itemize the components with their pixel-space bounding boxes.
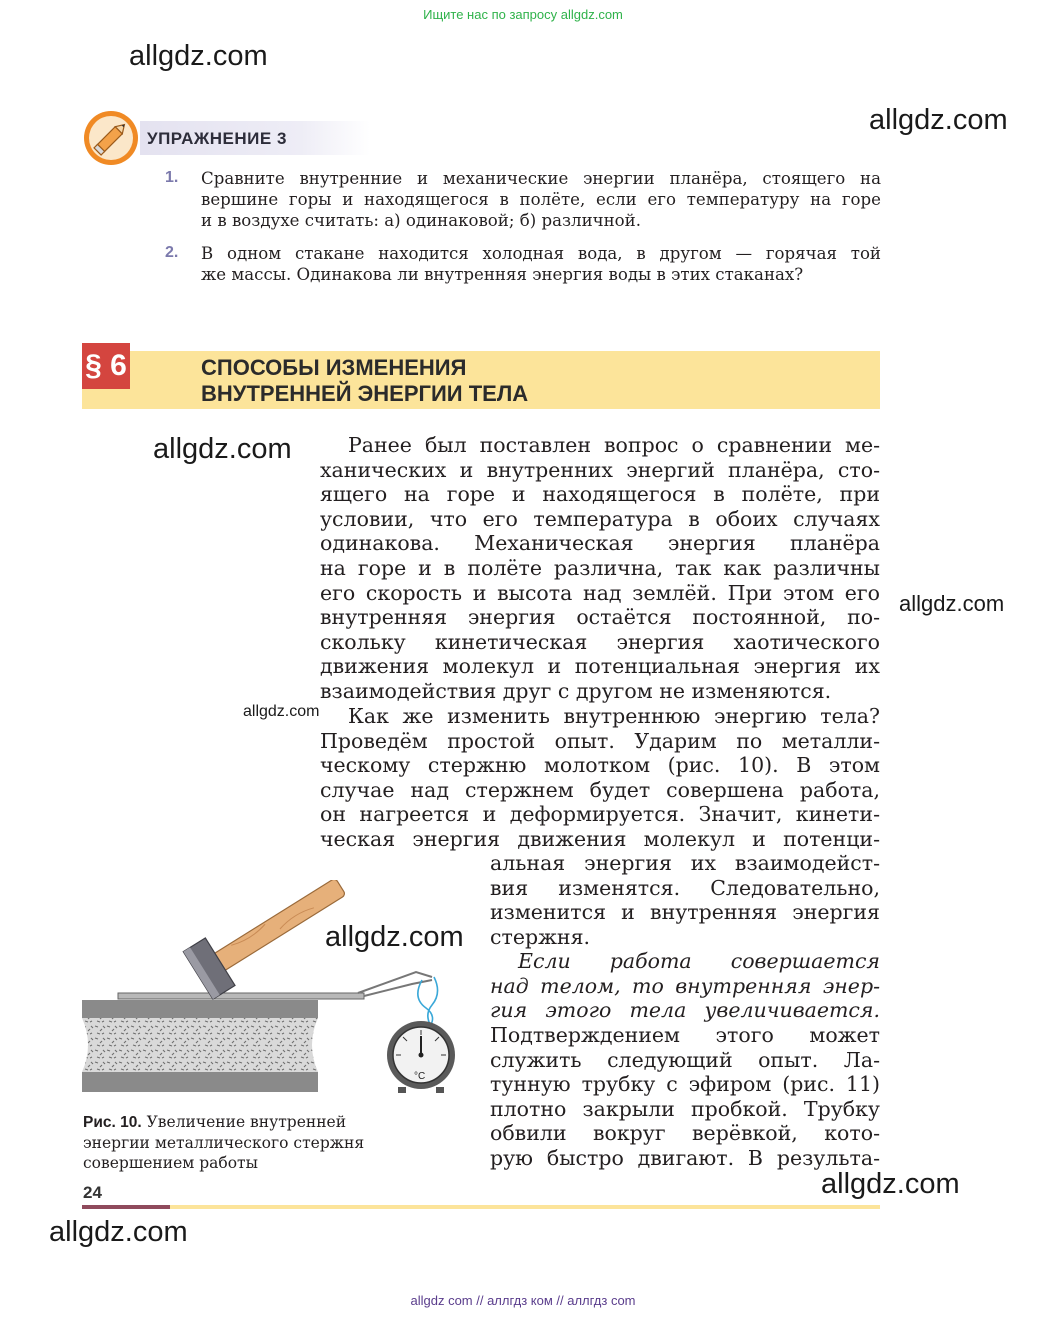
text-line: изменится и внутренняя энергия — [490, 900, 880, 925]
text-line: плотно закрыли пробкой. Трубку — [490, 1096, 880, 1121]
text-line: условии, что его температура в обоих случаях — [320, 506, 880, 531]
text-line: вия изменятся. Следовательно, — [490, 875, 880, 900]
text-line: скольку кинетическая энергия хаотического — [320, 629, 880, 654]
question-number: 1. — [165, 169, 179, 186]
text-line: гия этого тела увеличивается. — [490, 998, 880, 1023]
watermark: allgdz.com — [129, 40, 268, 72]
watermark: allgdz.com — [325, 921, 464, 953]
text-line: одинакова. Механическая энергия планёра — [320, 531, 880, 556]
footer-links[interactable]: allgdz com // аллгдз ком // аллгдз com — [410, 1293, 636, 1308]
text-line: Подтверждением этого может — [490, 1023, 880, 1047]
text-line: случае над стержнем будет совершена работа, — [320, 777, 880, 802]
text-line: внутренняя энергия остаётся постоянной, по- — [320, 605, 880, 630]
watermark: allgdz.com — [899, 591, 1005, 616]
text-line: альная энергия их взаимодейст- — [490, 851, 880, 875]
pencil-icon — [82, 109, 140, 167]
figure-caption — [83, 1112, 403, 1173]
question-number: 2. — [165, 244, 179, 261]
text-line: Как же изменить внутреннюю энергию тела? — [348, 704, 880, 728]
text-line: его скорость и высота над землёй. При этом его — [320, 580, 880, 605]
watermark: allgdz.com — [821, 1168, 960, 1200]
watermark: allgdz.com — [869, 104, 1008, 136]
text-line: ханических и внутренних энергий планёра, сто- — [320, 457, 880, 482]
question-text: Сравните внутренние и механические энергии планёра, стоящего на вершине горы и находящегося в полёте, если его температуру на горе и в воздухе считать: а) одинаковой; б) различной. — [201, 169, 881, 230]
figure-10 — [82, 880, 482, 1100]
text-line: на горе и в полёте различна, так как различны — [320, 556, 880, 580]
exercise-title: УПРАЖНЕНИЕ 3 — [147, 129, 287, 148]
text-line: обвили вокруг верёвкой, кото- — [490, 1121, 880, 1146]
text-line: Ранее был поставлен вопрос о сравнении ме- — [348, 433, 880, 457]
page-number: 24 — [83, 1183, 102, 1202]
text-line: служить следующий опыт. Ла- — [490, 1047, 880, 1072]
text-line: ческая энергия движения молекул и потенци- — [320, 827, 880, 851]
thermometer-unit: °C — [414, 1071, 426, 1082]
caption-text: Увеличение внутренней энергии металлического стержня совершением работы — [83, 1113, 365, 1172]
text-line: Если работа совершается — [518, 949, 880, 973]
footer-rule — [170, 1205, 880, 1209]
watermark: allgdz.com — [243, 703, 320, 720]
section-number: § 6 — [82, 343, 130, 389]
footer-rule — [82, 1205, 170, 1209]
text-line: рую быстро двигают. В результа- — [490, 1146, 880, 1170]
text-line: движения молекул и потенциальная энергия их — [320, 654, 880, 679]
top-note[interactable]: Ищите нас по запросу allgdz.com — [423, 7, 623, 22]
text-line: тунную трубку с эфиром (рис. 11) — [490, 1072, 880, 1097]
text-line: ящего на горе и находящегося в полёте, при — [320, 482, 880, 507]
text-line: взаимодействия друг с другом не изменяются. — [320, 679, 832, 703]
text-line: стержня. — [490, 924, 591, 949]
caption-label: Рис. 10. — [83, 1114, 142, 1131]
text-line: Проведём простой опыт. Ударим по металли- — [320, 728, 880, 753]
watermark: allgdz.com — [153, 433, 292, 465]
section-title: СПОСОБЫ ИЗМЕНЕНИЯ ВНУТРЕННЕЙ ЭНЕРГИИ ТЕЛА — [201, 355, 529, 406]
text-line: он нагреется и деформируется. Значит, кинети- — [320, 802, 880, 827]
text-line: над телом, то внутренняя энер- — [490, 973, 880, 998]
text-line: ческому стержню молотком (рис. 10). В этом — [320, 753, 880, 778]
watermark: allgdz.com — [49, 1216, 188, 1248]
question-text: В одном стакане находится холодная вода, в другом — горячая той же массы. Одинакова ли внутренняя энергия воды в этих стаканах? — [201, 244, 881, 284]
